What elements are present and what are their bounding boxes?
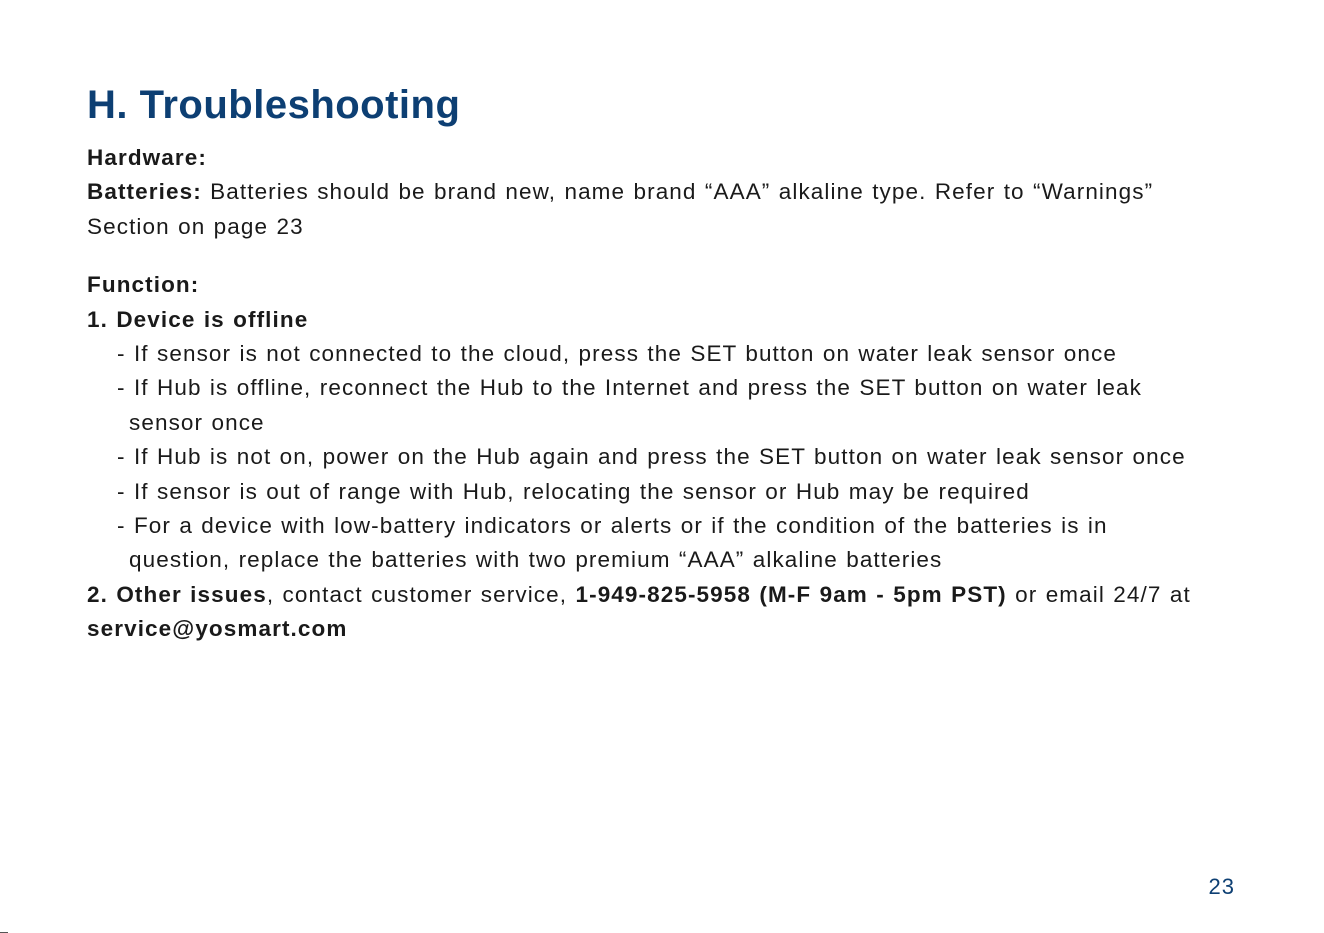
support-email: service@yosmart.com — [87, 616, 348, 642]
section-gap — [87, 244, 1267, 268]
troubleshooting-content — [87, 141, 1267, 647]
list-item: - If Hub is offline, reconnect the Hub to the Internet and press the SET button on water leak — [117, 375, 1143, 401]
batteries-text: Batteries should be brand new, name brand “AAA” alkaline type. Refer to “Warnings” — [201, 179, 1154, 205]
batteries-label: Batteries: — [87, 179, 202, 205]
other-issues-heading: 2. Other issues — [87, 581, 267, 607]
other-issues-text: , contact customer service, — [266, 581, 576, 607]
other-issues-text-end: or email 24/7 at — [1006, 581, 1191, 607]
page-number: 23 — [1208, 874, 1235, 899]
hardware-heading: Hardware: — [87, 145, 207, 170]
other-issues-paragraph — [87, 578, 1267, 612]
list-item-continuation: question, replace the batteries with two premium “AAA” alkaline batteries — [129, 547, 943, 573]
list-item: - If sensor is out of range with Hub, relocating the sensor or Hub may be required — [117, 478, 1030, 504]
batteries-paragraph-line1 — [87, 175, 1267, 209]
device-offline-heading: 1. Device is offline — [87, 306, 309, 332]
list-item: - If Hub is not on, power on the Hub again and press the SET button on water leak sensor once — [117, 444, 1186, 470]
list-item: - If sensor is not connected to the cloud, press the SET button on water leak sensor once — [117, 341, 1117, 367]
list-item: - For a device with low-battery indicators or alerts or if the condition of the batteries is in — [117, 513, 1108, 539]
page-title: H. Troubleshooting — [87, 83, 461, 127]
list-item-continuation: sensor once — [129, 409, 265, 435]
batteries-paragraph-line2: Section on page 23 — [87, 213, 304, 239]
support-phone: 1-949-825-5958 (M-F 9am - 5pm PST) — [575, 581, 1007, 607]
function-heading: Function: — [87, 272, 200, 298]
